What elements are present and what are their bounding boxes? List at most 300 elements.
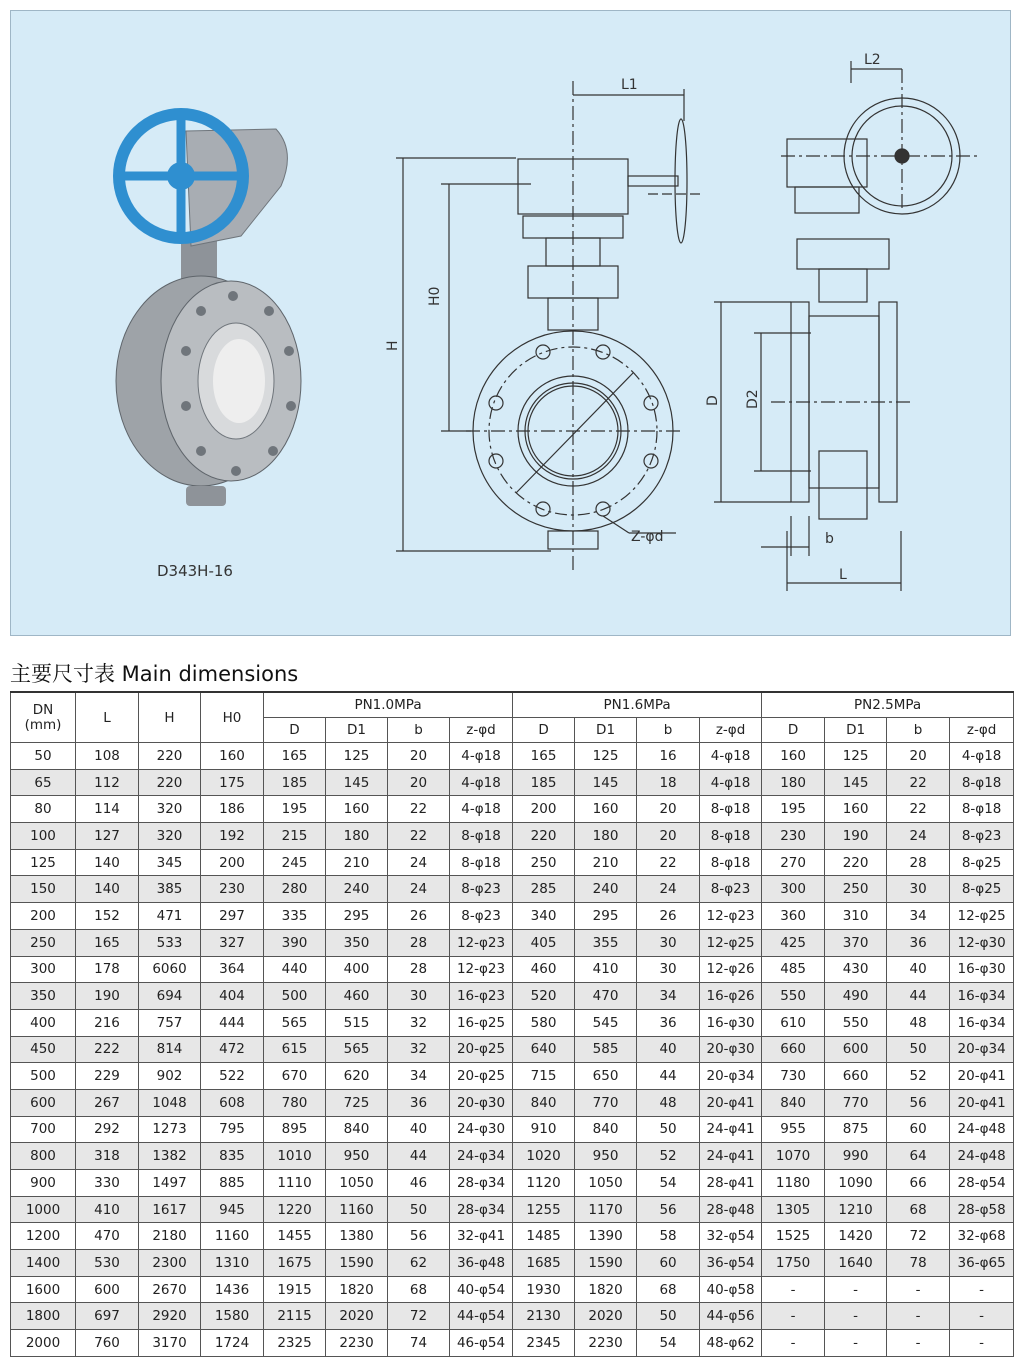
table-row bbox=[11, 956, 1014, 983]
table-cell: 230 bbox=[201, 876, 264, 903]
table-cell: 165 bbox=[513, 743, 575, 770]
table-cell: 2020 bbox=[575, 1303, 637, 1330]
table-cell: 250 bbox=[513, 849, 575, 876]
table-row bbox=[11, 876, 1014, 903]
table-cell: 22 bbox=[637, 849, 700, 876]
table-cell: 220 bbox=[513, 823, 575, 850]
table-cell: 295 bbox=[575, 903, 637, 930]
table-cell: 1420 bbox=[825, 1223, 887, 1250]
table-cell: 400 bbox=[326, 956, 388, 983]
table-cell: 950 bbox=[326, 1143, 388, 1170]
table-cell: - bbox=[887, 1303, 950, 1330]
table-cell: 44-φ56 bbox=[700, 1303, 762, 1330]
subheader-b: b bbox=[388, 718, 450, 743]
dim-label-l2: L2 bbox=[864, 52, 881, 68]
table-cell: 1485 bbox=[513, 1223, 575, 1250]
table-cell: 12-φ30 bbox=[950, 929, 1014, 956]
table-cell: 470 bbox=[76, 1223, 139, 1250]
table-cell: 1010 bbox=[264, 1143, 326, 1170]
table-cell: 36 bbox=[388, 1089, 450, 1116]
table-cell: 32 bbox=[388, 1036, 450, 1063]
table-row bbox=[11, 743, 1014, 770]
table-cell: 127 bbox=[76, 823, 139, 850]
table-cell: 40 bbox=[887, 956, 950, 983]
table-cell: 715 bbox=[513, 1063, 575, 1090]
table-cell: 1675 bbox=[264, 1250, 326, 1277]
table-cell: 530 bbox=[76, 1250, 139, 1277]
table-cell: 250 bbox=[825, 876, 887, 903]
table-cell: 26 bbox=[637, 903, 700, 930]
table-cell: 160 bbox=[575, 796, 637, 823]
table-cell: 4-φ18 bbox=[950, 743, 1014, 770]
table-cell: 1050 bbox=[575, 1170, 637, 1197]
table-cell: 36-φ48 bbox=[450, 1250, 513, 1277]
table-cell: 50 bbox=[11, 743, 76, 770]
table-cell: 520 bbox=[513, 983, 575, 1010]
table-cell: - bbox=[762, 1330, 825, 1357]
table-cell: 780 bbox=[264, 1089, 326, 1116]
table-cell: 4-φ18 bbox=[450, 769, 513, 796]
table-cell: 74 bbox=[388, 1330, 450, 1357]
table-cell: - bbox=[887, 1276, 950, 1303]
table-cell: 840 bbox=[326, 1116, 388, 1143]
table-cell: 700 bbox=[11, 1116, 76, 1143]
table-cell: 180 bbox=[326, 823, 388, 850]
table-cell: 52 bbox=[637, 1143, 700, 1170]
table-cell: 902 bbox=[139, 1063, 201, 1090]
table-row bbox=[11, 903, 1014, 930]
table-cell: 32-φ68 bbox=[950, 1223, 1014, 1250]
table-cell: 670 bbox=[264, 1063, 326, 1090]
table-cell: 2300 bbox=[139, 1250, 201, 1277]
table-cell: - bbox=[825, 1330, 887, 1357]
table-cell: 160 bbox=[201, 743, 264, 770]
subheader-d1: D1 bbox=[825, 718, 887, 743]
table-cell: 48 bbox=[637, 1089, 700, 1116]
table-cell: 814 bbox=[139, 1036, 201, 1063]
table-cell: 48 bbox=[887, 1009, 950, 1036]
dim-label-b: b bbox=[825, 531, 834, 547]
table-cell: 8-φ25 bbox=[950, 876, 1014, 903]
table-cell: 267 bbox=[76, 1089, 139, 1116]
table-cell: 340 bbox=[513, 903, 575, 930]
table-cell: 2180 bbox=[139, 1223, 201, 1250]
table-row bbox=[11, 1063, 1014, 1090]
table-cell: 140 bbox=[76, 876, 139, 903]
table-cell: 610 bbox=[762, 1009, 825, 1036]
table-row bbox=[11, 929, 1014, 956]
table-cell: 4-φ18 bbox=[700, 743, 762, 770]
table-cell: 1915 bbox=[264, 1276, 326, 1303]
table-cell: 404 bbox=[201, 983, 264, 1010]
subheader-d1: D1 bbox=[326, 718, 388, 743]
table-cell: 28 bbox=[388, 956, 450, 983]
table-cell: 20 bbox=[388, 769, 450, 796]
table-cell: 840 bbox=[575, 1116, 637, 1143]
table-cell: 178 bbox=[76, 956, 139, 983]
table-cell: 80 bbox=[11, 796, 76, 823]
header-h0: H0 bbox=[201, 692, 264, 743]
table-cell: 2325 bbox=[264, 1330, 326, 1357]
subheader-d: D bbox=[513, 718, 575, 743]
table-cell: 8-φ18 bbox=[700, 823, 762, 850]
table-cell: 50 bbox=[637, 1303, 700, 1330]
table-cell: 125 bbox=[825, 743, 887, 770]
table-cell: 36 bbox=[637, 1009, 700, 1036]
table-cell: 24-φ48 bbox=[950, 1116, 1014, 1143]
table-body bbox=[11, 743, 1014, 1357]
table-cell: 125 bbox=[11, 849, 76, 876]
table-cell: 885 bbox=[201, 1170, 264, 1197]
table-cell: 160 bbox=[825, 796, 887, 823]
table-cell: 56 bbox=[887, 1089, 950, 1116]
table-row bbox=[11, 849, 1014, 876]
header-pn10: PN1.0MPa bbox=[264, 692, 513, 718]
table-cell: 1310 bbox=[201, 1250, 264, 1277]
table-cell: 46-φ54 bbox=[450, 1330, 513, 1357]
table-cell: 220 bbox=[139, 769, 201, 796]
table-cell: 36-φ65 bbox=[950, 1250, 1014, 1277]
table-cell: 950 bbox=[575, 1143, 637, 1170]
table-cell: 56 bbox=[388, 1223, 450, 1250]
table-cell: 320 bbox=[139, 796, 201, 823]
table-cell: 20-φ34 bbox=[950, 1036, 1014, 1063]
header-l: L bbox=[76, 692, 139, 743]
table-cell: 100 bbox=[11, 823, 76, 850]
table-cell: 1255 bbox=[513, 1196, 575, 1223]
table-cell: 285 bbox=[513, 876, 575, 903]
table-cell: 30 bbox=[637, 929, 700, 956]
table-cell: 56 bbox=[637, 1196, 700, 1223]
table-cell: 725 bbox=[326, 1089, 388, 1116]
table-cell: 112 bbox=[76, 769, 139, 796]
table-cell: 20-φ30 bbox=[700, 1036, 762, 1063]
header-pn25: PN2.5MPa bbox=[762, 692, 1014, 718]
figure-panel bbox=[10, 10, 1011, 636]
table-cell: 1580 bbox=[201, 1303, 264, 1330]
table-cell: 20 bbox=[637, 823, 700, 850]
section-title: 主要尺寸表 Main dimensions bbox=[10, 662, 299, 686]
table-cell: 12-φ23 bbox=[450, 956, 513, 983]
table-cell: 1820 bbox=[575, 1276, 637, 1303]
table-cell: 2000 bbox=[11, 1330, 76, 1357]
table-cell: 360 bbox=[762, 903, 825, 930]
table-cell: 3170 bbox=[139, 1330, 201, 1357]
table-cell: 430 bbox=[825, 956, 887, 983]
table-cell: - bbox=[762, 1303, 825, 1330]
table-cell: 8-φ25 bbox=[950, 849, 1014, 876]
table-cell: 1600 bbox=[11, 1276, 76, 1303]
table-cell: 550 bbox=[825, 1009, 887, 1036]
table-cell: 615 bbox=[264, 1036, 326, 1063]
table-cell: 44 bbox=[388, 1143, 450, 1170]
table-cell: 16 bbox=[637, 743, 700, 770]
table-cell: 58 bbox=[637, 1223, 700, 1250]
table-cell: 16-φ25 bbox=[450, 1009, 513, 1036]
table-cell: 60 bbox=[637, 1250, 700, 1277]
table-cell: 28-φ54 bbox=[950, 1170, 1014, 1197]
table-cell: 24-φ34 bbox=[450, 1143, 513, 1170]
table-cell: 1820 bbox=[326, 1276, 388, 1303]
dimensions-table bbox=[10, 691, 1014, 1357]
table-row bbox=[11, 1196, 1014, 1223]
table-cell: 24-φ41 bbox=[700, 1116, 762, 1143]
valve-photo bbox=[116, 114, 301, 506]
table-cell: 52 bbox=[887, 1063, 950, 1090]
table-cell: 515 bbox=[326, 1009, 388, 1036]
table-cell: 36-φ54 bbox=[700, 1250, 762, 1277]
table-cell: 410 bbox=[575, 956, 637, 983]
table-cell: 24 bbox=[388, 876, 450, 903]
table-cell: 54 bbox=[637, 1170, 700, 1197]
table-cell: 216 bbox=[76, 1009, 139, 1036]
table-cell: 600 bbox=[11, 1089, 76, 1116]
table-cell: 44-φ54 bbox=[450, 1303, 513, 1330]
table-cell: 200 bbox=[11, 903, 76, 930]
table-cell: 20-φ34 bbox=[700, 1063, 762, 1090]
table-cell: - bbox=[950, 1330, 1014, 1357]
table-cell: 470 bbox=[575, 983, 637, 1010]
table-cell: 32-φ41 bbox=[450, 1223, 513, 1250]
table-cell: 485 bbox=[762, 956, 825, 983]
table-cell: 1160 bbox=[201, 1223, 264, 1250]
table-cell: 1273 bbox=[139, 1116, 201, 1143]
table-cell: 835 bbox=[201, 1143, 264, 1170]
table-cell: 1590 bbox=[326, 1250, 388, 1277]
table-cell: 66 bbox=[887, 1170, 950, 1197]
table-cell: 295 bbox=[326, 903, 388, 930]
dim-label-d: D bbox=[705, 395, 721, 406]
table-cell: 4-φ18 bbox=[700, 769, 762, 796]
table-cell: 694 bbox=[139, 983, 201, 1010]
table-cell: 1180 bbox=[762, 1170, 825, 1197]
table-cell: 192 bbox=[201, 823, 264, 850]
table-row bbox=[11, 1330, 1014, 1357]
table-cell: 78 bbox=[887, 1250, 950, 1277]
table-cell: 385 bbox=[139, 876, 201, 903]
table-cell: 4-φ18 bbox=[450, 796, 513, 823]
table-cell: 186 bbox=[201, 796, 264, 823]
table-cell: 22 bbox=[388, 796, 450, 823]
subheader-b: b bbox=[887, 718, 950, 743]
table-cell: 320 bbox=[139, 823, 201, 850]
table-cell: 16-φ23 bbox=[450, 983, 513, 1010]
table-cell: 222 bbox=[76, 1036, 139, 1063]
table-row bbox=[11, 1116, 1014, 1143]
table-cell: 2130 bbox=[513, 1303, 575, 1330]
dim-label-h: H bbox=[385, 340, 401, 351]
dim-label-d2: D2 bbox=[745, 389, 761, 409]
header-pn16: PN1.6MPa bbox=[513, 692, 762, 718]
table-cell: 1390 bbox=[575, 1223, 637, 1250]
table-cell: 20-φ41 bbox=[950, 1063, 1014, 1090]
table-cell: 54 bbox=[637, 1330, 700, 1357]
table-row bbox=[11, 769, 1014, 796]
table-cell: 533 bbox=[139, 929, 201, 956]
table-cell: 1382 bbox=[139, 1143, 201, 1170]
table-cell: 4-φ18 bbox=[450, 743, 513, 770]
table-cell: 6060 bbox=[139, 956, 201, 983]
table-cell: 32-φ54 bbox=[700, 1223, 762, 1250]
table-cell: 565 bbox=[326, 1036, 388, 1063]
table-cell: 12-φ26 bbox=[700, 956, 762, 983]
table-cell: 24-φ48 bbox=[950, 1143, 1014, 1170]
table-cell: 2230 bbox=[575, 1330, 637, 1357]
table-cell: 62 bbox=[388, 1250, 450, 1277]
header-h: H bbox=[139, 692, 201, 743]
table-cell: 12-φ23 bbox=[700, 903, 762, 930]
table-cell: 20-φ30 bbox=[450, 1089, 513, 1116]
table-row bbox=[11, 1009, 1014, 1036]
table-cell: 300 bbox=[762, 876, 825, 903]
table-cell: 16-φ34 bbox=[950, 983, 1014, 1010]
table-cell: 22 bbox=[887, 769, 950, 796]
table-cell: 200 bbox=[513, 796, 575, 823]
table-cell: 770 bbox=[825, 1089, 887, 1116]
table-cell: 125 bbox=[575, 743, 637, 770]
table-cell: 345 bbox=[139, 849, 201, 876]
table-cell: 1050 bbox=[326, 1170, 388, 1197]
table-cell: 200 bbox=[201, 849, 264, 876]
header-dn: DN (mm) bbox=[11, 692, 76, 743]
table-cell: 350 bbox=[326, 929, 388, 956]
table-cell: 8-φ23 bbox=[450, 903, 513, 930]
table-cell: 30 bbox=[637, 956, 700, 983]
table-cell: 30 bbox=[887, 876, 950, 903]
table-cell: 16-φ30 bbox=[700, 1009, 762, 1036]
table-cell: 795 bbox=[201, 1116, 264, 1143]
table-cell: 550 bbox=[762, 983, 825, 1010]
table-cell: 280 bbox=[264, 876, 326, 903]
table-cell: 2345 bbox=[513, 1330, 575, 1357]
subheader-b: b bbox=[637, 718, 700, 743]
table-cell: 2020 bbox=[326, 1303, 388, 1330]
table-cell: 600 bbox=[825, 1036, 887, 1063]
table-cell: 28-φ34 bbox=[450, 1196, 513, 1223]
table-cell: 400 bbox=[11, 1009, 76, 1036]
table-cell: 160 bbox=[762, 743, 825, 770]
table-cell: 318 bbox=[76, 1143, 139, 1170]
table-cell: 330 bbox=[76, 1170, 139, 1197]
table-cell: 24 bbox=[887, 823, 950, 850]
table-cell: 545 bbox=[575, 1009, 637, 1036]
table-cell: 185 bbox=[513, 769, 575, 796]
table-cell: 640 bbox=[513, 1036, 575, 1063]
table-cell: 1020 bbox=[513, 1143, 575, 1170]
subheader-d1: D1 bbox=[575, 718, 637, 743]
table-cell: 20 bbox=[887, 743, 950, 770]
table-cell: 28-φ34 bbox=[450, 1170, 513, 1197]
table-cell: - bbox=[825, 1303, 887, 1330]
table-cell: 40 bbox=[388, 1116, 450, 1143]
table-cell: 450 bbox=[11, 1036, 76, 1063]
table-cell: - bbox=[887, 1330, 950, 1357]
table-cell: 310 bbox=[825, 903, 887, 930]
table-cell: 68 bbox=[887, 1196, 950, 1223]
table-cell: 1497 bbox=[139, 1170, 201, 1197]
table-cell: 500 bbox=[264, 983, 326, 1010]
table-cell: 757 bbox=[139, 1009, 201, 1036]
table-cell: 585 bbox=[575, 1036, 637, 1063]
table-cell: 895 bbox=[264, 1116, 326, 1143]
table-cell: 8-φ18 bbox=[450, 823, 513, 850]
table-cell: 760 bbox=[76, 1330, 139, 1357]
table-cell: 229 bbox=[76, 1063, 139, 1090]
table-row bbox=[11, 1276, 1014, 1303]
table-cell: 28-φ48 bbox=[700, 1196, 762, 1223]
table-cell: 1305 bbox=[762, 1196, 825, 1223]
table-cell: 1000 bbox=[11, 1196, 76, 1223]
table-cell: 46 bbox=[388, 1170, 450, 1197]
table-cell: 444 bbox=[201, 1009, 264, 1036]
table-cell: 44 bbox=[637, 1063, 700, 1090]
table-cell: 1200 bbox=[11, 1223, 76, 1250]
subheader-zd: z-φd bbox=[950, 718, 1014, 743]
table-cell: 1070 bbox=[762, 1143, 825, 1170]
table-cell: 50 bbox=[388, 1196, 450, 1223]
table-cell: 68 bbox=[637, 1276, 700, 1303]
table-cell: 215 bbox=[264, 823, 326, 850]
table-cell: 18 bbox=[637, 769, 700, 796]
table-cell: 140 bbox=[76, 849, 139, 876]
table-cell: 2230 bbox=[326, 1330, 388, 1357]
table-cell: 34 bbox=[637, 983, 700, 1010]
table-cell: 945 bbox=[201, 1196, 264, 1223]
table-cell: 12-φ23 bbox=[450, 929, 513, 956]
table-cell: 12-φ25 bbox=[700, 929, 762, 956]
table-cell: 660 bbox=[762, 1036, 825, 1063]
table-cell: 840 bbox=[513, 1089, 575, 1116]
table-cell: 28 bbox=[388, 929, 450, 956]
table-cell: 180 bbox=[575, 823, 637, 850]
table-cell: 1220 bbox=[264, 1196, 326, 1223]
table-cell: 1110 bbox=[264, 1170, 326, 1197]
table-cell: 1090 bbox=[825, 1170, 887, 1197]
dim-label-zd: Z-φd bbox=[631, 529, 664, 545]
table-cell: 370 bbox=[825, 929, 887, 956]
table-cell: 1750 bbox=[762, 1250, 825, 1277]
table-cell: 150 bbox=[11, 876, 76, 903]
table-cell: 20-φ41 bbox=[700, 1089, 762, 1116]
table-cell: 900 bbox=[11, 1170, 76, 1197]
table-cell: 1525 bbox=[762, 1223, 825, 1250]
table-cell: 355 bbox=[575, 929, 637, 956]
table-cell: 34 bbox=[388, 1063, 450, 1090]
table-cell: 490 bbox=[825, 983, 887, 1010]
table-cell: 175 bbox=[201, 769, 264, 796]
valve-drawing bbox=[11, 11, 1012, 637]
table-cell: 1685 bbox=[513, 1250, 575, 1277]
table-cell: 165 bbox=[264, 743, 326, 770]
table-cell: 460 bbox=[326, 983, 388, 1010]
table-cell: 195 bbox=[264, 796, 326, 823]
table-cell: 565 bbox=[264, 1009, 326, 1036]
table-cell: 30 bbox=[388, 983, 450, 1010]
dim-label-h0: H0 bbox=[427, 286, 443, 306]
table-cell: 16-φ34 bbox=[950, 1009, 1014, 1036]
table-cell: 240 bbox=[326, 876, 388, 903]
table-cell: 730 bbox=[762, 1063, 825, 1090]
table-cell: 472 bbox=[201, 1036, 264, 1063]
table-cell: 28-φ58 bbox=[950, 1196, 1014, 1223]
table-cell: 1436 bbox=[201, 1276, 264, 1303]
table-cell: 910 bbox=[513, 1116, 575, 1143]
table-cell: 650 bbox=[575, 1063, 637, 1090]
table-row bbox=[11, 823, 1014, 850]
subheader-d: D bbox=[762, 718, 825, 743]
table-cell: 1640 bbox=[825, 1250, 887, 1277]
table-cell: 22 bbox=[887, 796, 950, 823]
